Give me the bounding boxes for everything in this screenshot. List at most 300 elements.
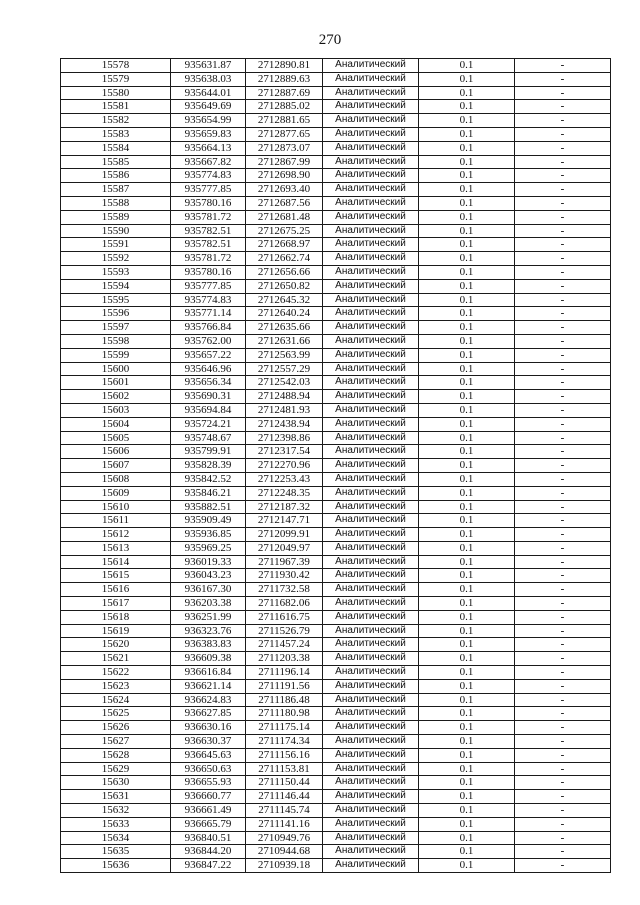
point-number: 15593 (61, 265, 171, 279)
coord-x: 935649.69 (171, 100, 246, 114)
table-row (61, 321, 611, 335)
note: - (515, 376, 611, 390)
coord-y: 2712640.24 (246, 307, 323, 321)
note: - (515, 127, 611, 141)
table-row (61, 679, 611, 693)
accuracy: 0.1 (419, 804, 515, 818)
table-body (61, 59, 611, 873)
note: - (515, 196, 611, 210)
table-row (61, 210, 611, 224)
note: - (515, 776, 611, 790)
method: Аналитический (323, 610, 419, 624)
accuracy: 0.1 (419, 638, 515, 652)
coord-y: 2710939.18 (246, 859, 323, 873)
note: - (515, 72, 611, 86)
coord-y: 2712650.82 (246, 279, 323, 293)
note: - (515, 279, 611, 293)
point-number: 15614 (61, 555, 171, 569)
table-row (61, 762, 611, 776)
coord-y: 2712867.99 (246, 155, 323, 169)
point-number: 15604 (61, 417, 171, 431)
note: - (515, 514, 611, 528)
coord-x: 936019.33 (171, 555, 246, 569)
method: Аналитический (323, 707, 419, 721)
table-row (61, 127, 611, 141)
coord-y: 2712681.48 (246, 210, 323, 224)
accuracy: 0.1 (419, 652, 515, 666)
note: - (515, 555, 611, 569)
accuracy: 0.1 (419, 403, 515, 417)
method: Аналитический (323, 790, 419, 804)
point-number: 15587 (61, 183, 171, 197)
method: Аналитический (323, 748, 419, 762)
method: Аналитический (323, 817, 419, 831)
coord-x: 935654.99 (171, 114, 246, 128)
coord-x: 935762.00 (171, 334, 246, 348)
accuracy: 0.1 (419, 362, 515, 376)
note: - (515, 293, 611, 307)
method: Аналитический (323, 183, 419, 197)
point-number: 15600 (61, 362, 171, 376)
method: Аналитический (323, 252, 419, 266)
point-number: 15618 (61, 610, 171, 624)
coord-x: 935936.85 (171, 528, 246, 542)
coord-x: 935657.22 (171, 348, 246, 362)
point-number: 15628 (61, 748, 171, 762)
note: - (515, 86, 611, 100)
coord-y: 2711150.44 (246, 776, 323, 790)
method: Аналитический (323, 666, 419, 680)
note: - (515, 238, 611, 252)
note: - (515, 859, 611, 873)
table-row (61, 721, 611, 735)
point-number: 15580 (61, 86, 171, 100)
coord-x: 935909.49 (171, 514, 246, 528)
point-number: 15597 (61, 321, 171, 335)
point-number: 15601 (61, 376, 171, 390)
accuracy: 0.1 (419, 252, 515, 266)
coord-y: 2711174.34 (246, 735, 323, 749)
coord-x: 935766.84 (171, 321, 246, 335)
coord-x: 935882.51 (171, 500, 246, 514)
coord-x: 935667.82 (171, 155, 246, 169)
coord-y: 2712398.86 (246, 431, 323, 445)
coord-x: 936847.22 (171, 859, 246, 873)
coord-x: 935780.16 (171, 265, 246, 279)
method: Аналитический (323, 859, 419, 873)
coord-x: 935631.87 (171, 59, 246, 73)
method: Аналитический (323, 265, 419, 279)
table-row (61, 707, 611, 721)
note: - (515, 169, 611, 183)
point-number: 15623 (61, 679, 171, 693)
note: - (515, 528, 611, 542)
coord-y: 2712873.07 (246, 141, 323, 155)
note: - (515, 486, 611, 500)
note: - (515, 403, 611, 417)
page-number: 270 (318, 32, 342, 48)
point-number: 15591 (61, 238, 171, 252)
accuracy: 0.1 (419, 293, 515, 307)
table-row (61, 804, 611, 818)
coord-y: 2712675.25 (246, 224, 323, 238)
coord-y: 2712099.91 (246, 528, 323, 542)
table-row (61, 238, 611, 252)
coord-y: 2712438.94 (246, 417, 323, 431)
coord-y: 2711186.48 (246, 693, 323, 707)
table-row (61, 376, 611, 390)
method: Аналитический (323, 845, 419, 859)
point-number: 15592 (61, 252, 171, 266)
accuracy: 0.1 (419, 155, 515, 169)
table-row (61, 155, 611, 169)
table-row (61, 348, 611, 362)
table-row (61, 390, 611, 404)
method: Аналитический (323, 100, 419, 114)
table-row (61, 831, 611, 845)
point-number: 15584 (61, 141, 171, 155)
note: - (515, 100, 611, 114)
accuracy: 0.1 (419, 183, 515, 197)
accuracy: 0.1 (419, 59, 515, 73)
coord-x: 935690.31 (171, 390, 246, 404)
note: - (515, 459, 611, 473)
coord-x: 936323.76 (171, 624, 246, 638)
point-number: 15629 (61, 762, 171, 776)
method: Аналитический (323, 679, 419, 693)
method: Аналитический (323, 403, 419, 417)
note: - (515, 348, 611, 362)
coord-x: 936203.38 (171, 597, 246, 611)
accuracy: 0.1 (419, 265, 515, 279)
note: - (515, 210, 611, 224)
note: - (515, 417, 611, 431)
note: - (515, 638, 611, 652)
method: Аналитический (323, 334, 419, 348)
coord-x: 936661.49 (171, 804, 246, 818)
method: Аналитический (323, 555, 419, 569)
table-row (61, 362, 611, 376)
table-row (61, 445, 611, 459)
coord-x: 936609.38 (171, 652, 246, 666)
table-row (61, 252, 611, 266)
accuracy: 0.1 (419, 376, 515, 390)
note: - (515, 334, 611, 348)
table-row (61, 431, 611, 445)
method: Аналитический (323, 624, 419, 638)
note: - (515, 155, 611, 169)
method: Аналитический (323, 86, 419, 100)
point-number: 15617 (61, 597, 171, 611)
note: - (515, 693, 611, 707)
table-row (61, 776, 611, 790)
coord-y: 2712248.35 (246, 486, 323, 500)
note: - (515, 224, 611, 238)
coord-x: 935638.03 (171, 72, 246, 86)
accuracy: 0.1 (419, 431, 515, 445)
method: Аналитический (323, 804, 419, 818)
point-number: 15624 (61, 693, 171, 707)
accuracy: 0.1 (419, 86, 515, 100)
coord-y: 2711682.06 (246, 597, 323, 611)
coord-y: 2712270.96 (246, 459, 323, 473)
point-number: 15590 (61, 224, 171, 238)
method: Аналитический (323, 762, 419, 776)
coord-y: 2712147.71 (246, 514, 323, 528)
method: Аналитический (323, 831, 419, 845)
method: Аналитический (323, 348, 419, 362)
coord-x: 935781.72 (171, 210, 246, 224)
coord-x: 935771.14 (171, 307, 246, 321)
coord-x: 936840.51 (171, 831, 246, 845)
coord-y: 2712253.43 (246, 472, 323, 486)
accuracy: 0.1 (419, 445, 515, 459)
method: Аналитический (323, 169, 419, 183)
note: - (515, 624, 611, 638)
table-row (61, 693, 611, 707)
coord-x: 936665.79 (171, 817, 246, 831)
method: Аналитический (323, 307, 419, 321)
coord-y: 2711153.81 (246, 762, 323, 776)
point-number: 15612 (61, 528, 171, 542)
method: Аналитический (323, 652, 419, 666)
note: - (515, 431, 611, 445)
point-number: 15583 (61, 127, 171, 141)
accuracy: 0.1 (419, 707, 515, 721)
coord-x: 935782.51 (171, 238, 246, 252)
accuracy: 0.1 (419, 334, 515, 348)
table-row (61, 735, 611, 749)
accuracy: 0.1 (419, 224, 515, 238)
note: - (515, 721, 611, 735)
method: Аналитический (323, 472, 419, 486)
coord-y: 2712645.32 (246, 293, 323, 307)
method: Аналитический (323, 141, 419, 155)
point-number: 15616 (61, 583, 171, 597)
point-number: 15585 (61, 155, 171, 169)
accuracy: 0.1 (419, 348, 515, 362)
point-number: 15620 (61, 638, 171, 652)
coord-y: 2711145.74 (246, 804, 323, 818)
accuracy: 0.1 (419, 721, 515, 735)
note: - (515, 831, 611, 845)
coord-x: 935842.52 (171, 472, 246, 486)
table-row (61, 279, 611, 293)
point-number: 15625 (61, 707, 171, 721)
table-row (61, 624, 611, 638)
accuracy: 0.1 (419, 610, 515, 624)
note: - (515, 583, 611, 597)
coord-x: 936844.20 (171, 845, 246, 859)
note: - (515, 362, 611, 376)
note: - (515, 541, 611, 555)
coord-y: 2710949.76 (246, 831, 323, 845)
table-row (61, 196, 611, 210)
coord-x: 935774.83 (171, 293, 246, 307)
coord-x: 936624.83 (171, 693, 246, 707)
coord-y: 2711930.42 (246, 569, 323, 583)
accuracy: 0.1 (419, 555, 515, 569)
coord-x: 935828.39 (171, 459, 246, 473)
coord-x: 935774.83 (171, 169, 246, 183)
point-number: 15627 (61, 735, 171, 749)
coord-x: 936650.63 (171, 762, 246, 776)
table-row (61, 293, 611, 307)
accuracy: 0.1 (419, 569, 515, 583)
point-number: 15636 (61, 859, 171, 873)
point-number: 15630 (61, 776, 171, 790)
accuracy: 0.1 (419, 528, 515, 542)
point-number: 15595 (61, 293, 171, 307)
coord-y: 2711191.56 (246, 679, 323, 693)
point-number: 15588 (61, 196, 171, 210)
accuracy: 0.1 (419, 859, 515, 873)
method: Аналитический (323, 376, 419, 390)
coord-y: 2711616.75 (246, 610, 323, 624)
method: Аналитический (323, 59, 419, 73)
coord-x: 935799.91 (171, 445, 246, 459)
point-number: 15613 (61, 541, 171, 555)
table-row (61, 459, 611, 473)
accuracy: 0.1 (419, 472, 515, 486)
table-row (61, 334, 611, 348)
point-number: 15605 (61, 431, 171, 445)
note: - (515, 666, 611, 680)
note: - (515, 817, 611, 831)
method: Аналитический (323, 486, 419, 500)
accuracy: 0.1 (419, 196, 515, 210)
table-row (61, 100, 611, 114)
table-row (61, 845, 611, 859)
coord-y: 2712317.54 (246, 445, 323, 459)
note: - (515, 321, 611, 335)
coord-y: 2712687.56 (246, 196, 323, 210)
method: Аналитический (323, 583, 419, 597)
coord-x: 936627.85 (171, 707, 246, 721)
table-row (61, 528, 611, 542)
table-row (61, 790, 611, 804)
note: - (515, 472, 611, 486)
table-row (61, 817, 611, 831)
coord-y: 2712668.97 (246, 238, 323, 252)
table-row (61, 748, 611, 762)
point-number: 15606 (61, 445, 171, 459)
method: Аналитический (323, 196, 419, 210)
method: Аналитический (323, 127, 419, 141)
accuracy: 0.1 (419, 500, 515, 514)
method: Аналитический (323, 500, 419, 514)
coord-x: 935644.01 (171, 86, 246, 100)
method: Аналитический (323, 417, 419, 431)
table-row (61, 141, 611, 155)
table-row (61, 59, 611, 73)
table-row (61, 403, 611, 417)
note: - (515, 183, 611, 197)
table-row (61, 417, 611, 431)
method: Аналитический (323, 693, 419, 707)
coord-y: 2712542.03 (246, 376, 323, 390)
coord-x: 936630.16 (171, 721, 246, 735)
coord-y: 2712563.99 (246, 348, 323, 362)
note: - (515, 500, 611, 514)
note: - (515, 610, 611, 624)
accuracy: 0.1 (419, 762, 515, 776)
table-row (61, 859, 611, 873)
point-number: 15581 (61, 100, 171, 114)
coord-x: 935969.25 (171, 541, 246, 555)
accuracy: 0.1 (419, 693, 515, 707)
note: - (515, 445, 611, 459)
table-row (61, 597, 611, 611)
coord-y: 2711196.14 (246, 666, 323, 680)
coord-x: 936660.77 (171, 790, 246, 804)
method: Аналитический (323, 210, 419, 224)
coord-x: 935777.85 (171, 279, 246, 293)
method: Аналитический (323, 321, 419, 335)
accuracy: 0.1 (419, 321, 515, 335)
coord-x: 935646.96 (171, 362, 246, 376)
accuracy: 0.1 (419, 100, 515, 114)
method: Аналитический (323, 638, 419, 652)
point-number: 15608 (61, 472, 171, 486)
coord-y: 2711526.79 (246, 624, 323, 638)
point-number: 15607 (61, 459, 171, 473)
table-row (61, 486, 611, 500)
note: - (515, 679, 611, 693)
note: - (515, 265, 611, 279)
coord-x: 935656.34 (171, 376, 246, 390)
coord-y: 2712885.02 (246, 100, 323, 114)
method: Аналитический (323, 459, 419, 473)
method: Аналитический (323, 776, 419, 790)
accuracy: 0.1 (419, 790, 515, 804)
coord-x: 935694.84 (171, 403, 246, 417)
coord-x: 936616.84 (171, 666, 246, 680)
method: Аналитический (323, 431, 419, 445)
accuracy: 0.1 (419, 279, 515, 293)
coord-y: 2711967.39 (246, 555, 323, 569)
accuracy: 0.1 (419, 486, 515, 500)
method: Аналитический (323, 735, 419, 749)
coord-x: 936383.83 (171, 638, 246, 652)
table-row (61, 265, 611, 279)
accuracy: 0.1 (419, 597, 515, 611)
accuracy: 0.1 (419, 817, 515, 831)
note: - (515, 707, 611, 721)
table-row (61, 541, 611, 555)
accuracy: 0.1 (419, 238, 515, 252)
note: - (515, 59, 611, 73)
coord-y: 2712557.29 (246, 362, 323, 376)
note: - (515, 114, 611, 128)
accuracy: 0.1 (419, 541, 515, 555)
method: Аналитический (323, 390, 419, 404)
coord-x: 935748.67 (171, 431, 246, 445)
point-number: 15603 (61, 403, 171, 417)
method: Аналитический (323, 597, 419, 611)
coord-x: 935659.83 (171, 127, 246, 141)
accuracy: 0.1 (419, 390, 515, 404)
accuracy: 0.1 (419, 459, 515, 473)
point-number: 15634 (61, 831, 171, 845)
point-number: 15602 (61, 390, 171, 404)
coord-y: 2712881.65 (246, 114, 323, 128)
table-row (61, 666, 611, 680)
note: - (515, 141, 611, 155)
method: Аналитический (323, 293, 419, 307)
coord-y: 2712187.32 (246, 500, 323, 514)
coord-y: 2711180.98 (246, 707, 323, 721)
